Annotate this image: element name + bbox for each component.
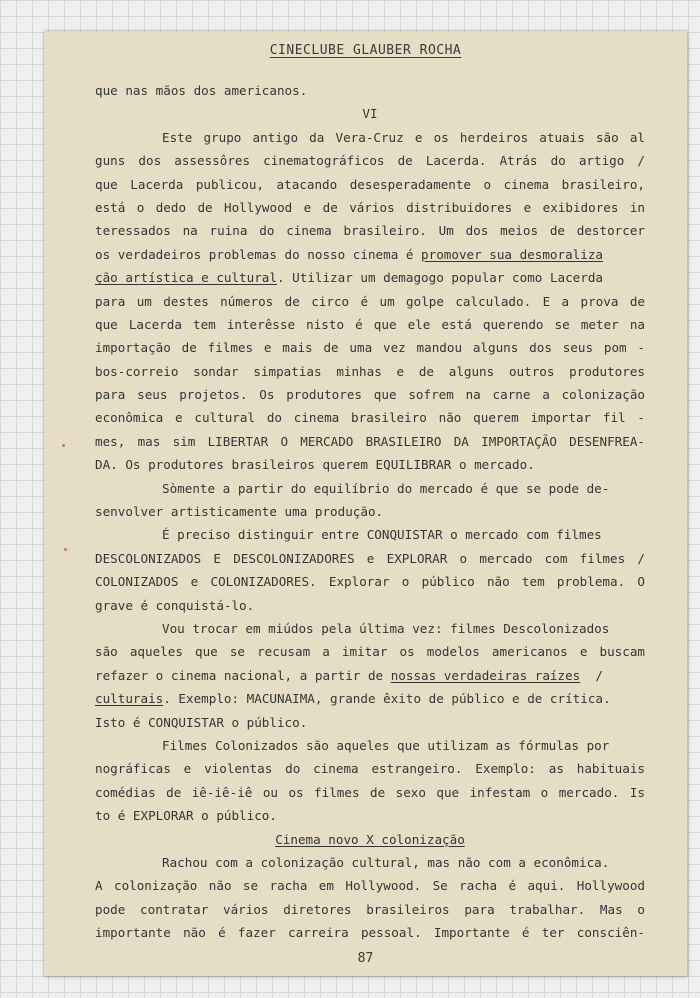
typewritten-page [44, 31, 687, 976]
text-line: COLONIZADOS e COLONIZADORES. Explorar o público não tem problema. O [95, 574, 645, 590]
text-line: grave é conquistá-lo. [95, 597, 255, 613]
text-line: Vou trocar em miúdos pela última vez: filmes Descolonizados [162, 620, 610, 636]
underlined-phrase: nossas verdadeiras raízes [390, 667, 581, 683]
text-line: DESCOLONIZADOS E DESCOLONIZADORES e EXPLORAR o mercado com filmes / [95, 550, 645, 566]
text-line [95, 266, 645, 289]
text-line: para um destes números de circo é um golpe calculado. E a prova de [95, 293, 645, 309]
text-line: que Lacerda tem interêsse nisto é que ele está querendo se meter na [95, 316, 645, 332]
section-heading-vi: VI [362, 106, 378, 122]
underlined-phrase: promover sua desmoraliza [421, 246, 604, 262]
text-line: econômica e cultural do cinema brasileiro não querem importar fil - [95, 410, 645, 426]
underlined-phrase: ção artística e cultural [95, 270, 277, 286]
text-line: que Lacerda publicou, atacando desesperadamente o cinema brasileiro, [95, 176, 645, 192]
text-line: to é EXPLORAR o público. [95, 808, 277, 824]
paper-mark [62, 444, 65, 447]
page-header-title: CINECLUBE GLAUBER ROCHA [269, 43, 462, 58]
body-text [95, 79, 645, 944]
page-number: 87 [357, 951, 374, 966]
text-line: Isto é CONQUISTAR o público. [95, 714, 308, 730]
text-line: para seus projetos. Os produtores que sofrem na carne a colonização [95, 387, 645, 403]
text-segment: refazer o cinema nacional, a partir de [95, 667, 391, 683]
text-line: Sòmente a partir do equilíbrio do mercado é que se pode de- [162, 480, 610, 496]
text-line: mes, mas sim LIBERTAR O MERCADO BRASILEIRO DA IMPORTAÇÃO DESENFREA- [95, 433, 645, 449]
text-line: É preciso distinguir entre CONQUISTAR o mercado com filmes [162, 527, 602, 543]
text-line: que nas mãos dos americanos. [95, 83, 308, 98]
text-line: são aqueles que se recusam a imitar os modelos americanos e buscam [95, 644, 645, 660]
text-segment: . Utilizar um demagogo popular como Lacerda [276, 270, 604, 286]
text-line: bos-correio sondar simpatias minhas e de alguns outros produtores [95, 363, 645, 379]
text-line: nográficas e violentas do cinema estrangeiro. Exemplo: as habituais [95, 761, 645, 777]
text-segment: / [580, 667, 604, 683]
text-line: comédias de iê-iê-iê ou os filmes de sexo que infestam o mercado. Is [95, 784, 645, 800]
text-line [95, 687, 645, 710]
section-heading-cinema-novo: Cinema novo X colonização [275, 831, 465, 847]
text-line [95, 664, 645, 687]
underlined-phrase: culturais [95, 691, 164, 707]
text-line: pode contratar vários diretores brasileiros para trabalhar. Mas o [95, 901, 645, 917]
text-segment: . Exemplo: MACUNAIMA, grande êxito de público e de crítica. [163, 691, 611, 707]
paper-mark [64, 548, 67, 551]
text-line: importante não é fazer carreira pessoal. Importante é ter consciên- [95, 925, 645, 941]
text-line: senvolver artisticamente uma produção. [95, 504, 384, 520]
text-line: está o dedo de Hollywood e de vários distribuidores e exibidores in [95, 199, 645, 215]
text-line: guns dos assessôres cinematográficos de Lacerda. Atrás do artigo / [95, 153, 645, 169]
text-segment: os verdadeiros problemas do nosso cinema é [95, 246, 422, 262]
text-line [95, 243, 645, 266]
text-line: teressados na ruina do cinema brasileiro. Um dos meios de destorcer [95, 223, 645, 239]
text-line: DA. Os produtores brasileiros querem EQUILIBRAR o mercado. [95, 457, 535, 473]
text-line: importação de filmes e mais de uma vez mandou alguns dos seus pom - [95, 340, 645, 356]
text-line: A colonização não se racha em Hollywood. Se racha é aqui. Hollywood [95, 878, 645, 894]
text-line: Rachou com a colonização cultural, mas não com a econômica. [162, 854, 610, 870]
text-line: Este grupo antigo da Vera-Cruz e os herdeiros atuais são al [162, 129, 645, 145]
text-line: Filmes Colonizados são aqueles que utilizam as fórmulas por [162, 737, 610, 753]
